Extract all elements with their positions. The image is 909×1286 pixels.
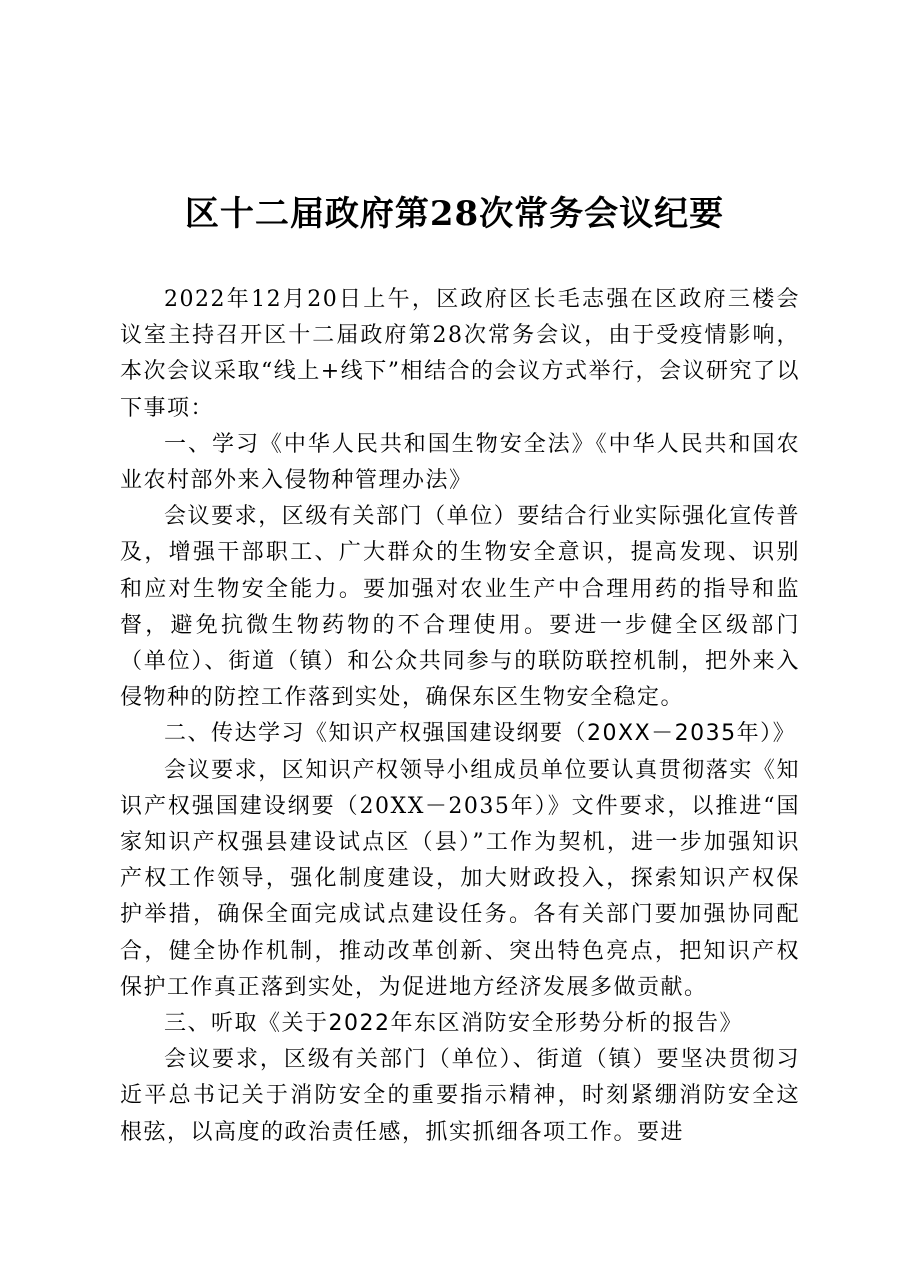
document-body (120, 282, 800, 1151)
section-2-heading: 二、传达学习《知识产权强国建设纲要（20XX－2035年）》 (164, 721, 797, 747)
section-3-body: 会议要求，区级有关部门（单位）、街道（镇）要坚决贯彻习近平总书记关于消防安全的重要指示精神，时刻紧绷消防安全这根弦，以高度的政治责任感，抓实抓细各项工作。要进 (120, 1047, 800, 1145)
section-1-body: 会议要求，区级有关部门（单位）要结合行业实际强化宣传普及，增强干部职工、广大群众的生物安全意识，提高发现、识别和应对生物安全能力。要加强对农业生产中合理用药的指导和监督，避免抗微生物药物的不合理使用。要进一步健全区级部门（单位）、街道（镇）和公众共同参与的联防联控机制，把外来入侵物种的防控工作落到实处，确保东区生物安全稳定。 (120, 504, 800, 711)
document-title: 区十二届政府第28次常务会议纪要 (184, 194, 725, 234)
section-1-heading: 一、学习《中华人民共和国生物安全法》《中华人民共和国农业农村部外来入侵物种管理办法》 (120, 431, 800, 494)
section-3-heading: 三、听取《关于2022年东区消防安全形势分析的报告》 (164, 1011, 743, 1037)
intro-paragraph: 2022年12月20日上午，区政府区长毛志强在区政府三楼会议室主持召开区十二届政府第28次常务会议，由于受疫情影响，本次会议采取“线上+线下”相结合的会议方式举行，会议研究了以下事项： (120, 287, 800, 421)
section-2-body: 会议要求，区知识产权领导小组成员单位要认真贯彻落实《知识产权强国建设纲要（20XX－2035年）》文件要求，以推进“国家知识产权强县建设试点区（县）”工作为契机，进一步加强知识产权工作领导，强化制度建设，加大财政投入，探索知识产权保护举措，确保全面完成试点建设任务。各有关部门要加强协同配合，健全协作机制，推动改革创新、突出特色亮点，把知识产权保护工作真正落到实处，为促进地方经济发展多做贡献。 (120, 757, 800, 1000)
